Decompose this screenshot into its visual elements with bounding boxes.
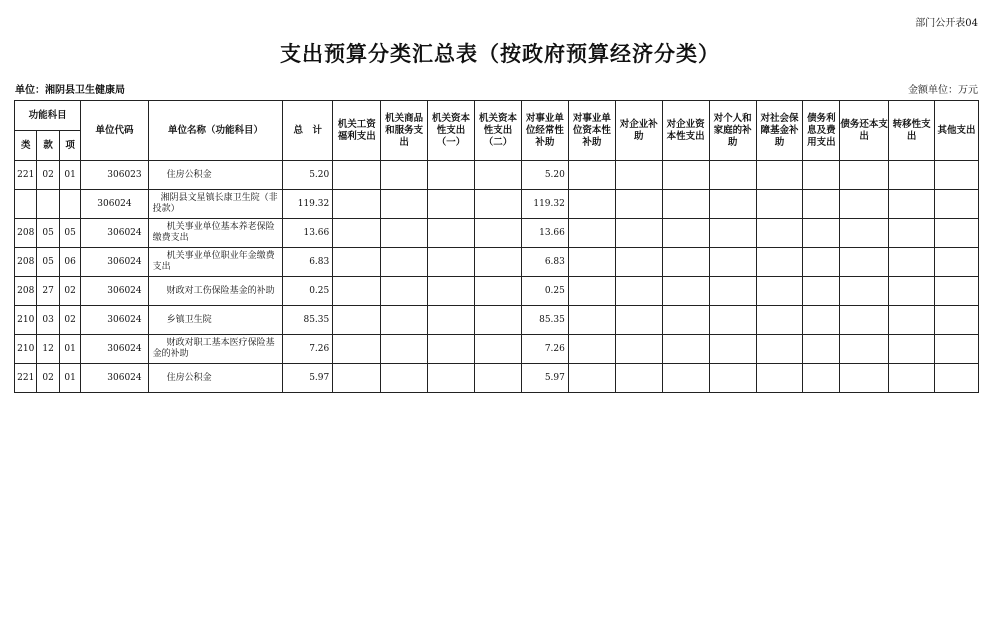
cell-xiang: 05 (59, 219, 80, 248)
cell-unit-code: 306024 (81, 190, 148, 219)
cell-xiang: 06 (59, 248, 80, 277)
header-kuan: 款 (37, 131, 59, 161)
cell-unit-code: 306023 (81, 161, 148, 190)
header-c3: 机关资本性支出（一） (428, 101, 475, 161)
table-row (15, 248, 979, 277)
cell-kuan: 02 (37, 364, 59, 393)
table-row (15, 364, 979, 393)
header-c8: 对企业资本性支出 (662, 101, 709, 161)
cell-c5: 13.66 (521, 219, 568, 248)
cell-unit-name (148, 364, 283, 393)
header-c9: 对个人和家庭的补助 (709, 101, 756, 161)
cell-c5: 119.32 (521, 190, 568, 219)
header-unit-name: 单位名称（功能科目） (148, 101, 283, 161)
cell-unit-name-text: 乡镇卫生院 (166, 314, 212, 325)
form-code: 部门公开表04 (915, 18, 978, 29)
header-c1: 机关工资福利支出 (333, 101, 381, 161)
cell-xiang: 01 (59, 335, 80, 364)
cell-unit-code: 306024 (81, 364, 148, 393)
table-row (15, 219, 979, 248)
cell-kuan: 27 (37, 277, 59, 306)
cell-total: 6.83 (283, 248, 333, 277)
page-title: 支出预算分类汇总表（按政府预算经济分类） (280, 42, 720, 66)
header-c4: 机关资本性支出（二） (475, 101, 522, 161)
unit-label: 单位：湘阴县卫生健康局 (15, 85, 125, 96)
cell-unit-name-text: 机关事业单位基本养老保险缴费支出 (152, 222, 275, 243)
cell-unit-name (148, 161, 283, 190)
cell-unit-name-text: 住房公积金 (166, 372, 212, 383)
cell-lei: 221 (15, 364, 37, 393)
cell-total: 7.26 (283, 335, 333, 364)
table-row (15, 277, 979, 306)
cell-kuan (37, 190, 59, 219)
cell-total: 5.97 (283, 364, 333, 393)
cell-unit-name (148, 306, 283, 335)
cell-unit-code: 306024 (81, 306, 148, 335)
cell-unit-code: 306024 (81, 335, 148, 364)
cell-c5: 6.83 (521, 248, 568, 277)
cell-unit-name-text: 机关事业单位职业年金缴费支出 (152, 251, 275, 272)
cell-c5: 5.20 (521, 161, 568, 190)
cell-unit-name-text: 湘阴县文星镇长康卫生院（非投款） (152, 193, 278, 214)
header-c5: 对事业单位经常性补助 (521, 101, 568, 161)
cell-unit-name (148, 335, 283, 364)
cell-xiang: 02 (59, 306, 80, 335)
table-row (15, 161, 979, 190)
cell-lei: 208 (15, 248, 37, 277)
header-c13: 转移性支出 (889, 101, 935, 161)
header-c7: 对企业补助 (615, 101, 662, 161)
cell-kuan: 12 (37, 335, 59, 364)
cell-kuan: 03 (37, 306, 59, 335)
header-lei: 类 (15, 131, 37, 161)
cell-total: 119.32 (283, 190, 333, 219)
header-c2: 机关商品和服务支出 (381, 101, 428, 161)
cell-c5: 7.26 (521, 335, 568, 364)
cell-c5: 85.35 (521, 306, 568, 335)
cell-total: 13.66 (283, 219, 333, 248)
header-xiang: 项 (59, 131, 80, 161)
cell-lei: 208 (15, 219, 37, 248)
header-c10: 对社会保障基金补助 (756, 101, 803, 161)
header-c6: 对事业单位资本性补助 (568, 101, 615, 161)
cell-xiang (59, 190, 80, 219)
amount-unit-label: 金额单位：万元 (908, 85, 978, 96)
cell-lei: 210 (15, 335, 37, 364)
cell-unit-code: 306024 (81, 248, 148, 277)
header-unit-code: 单位代码 (81, 101, 148, 161)
table-row (15, 190, 979, 219)
cell-unit-name (148, 248, 283, 277)
cell-unit-name-text: 住房公积金 (166, 169, 212, 180)
budget-table (14, 100, 979, 393)
cell-unit-name (148, 277, 283, 306)
header-c11: 债务利息及费用支出 (803, 101, 840, 161)
header-total: 总 计 (283, 101, 333, 161)
cell-unit-code: 306024 (81, 277, 148, 306)
cell-unit-name (148, 219, 283, 248)
cell-unit-name-text: 财政对职工基本医疗保险基金的补助 (152, 338, 275, 359)
cell-lei: 210 (15, 306, 37, 335)
cell-xiang: 02 (59, 277, 80, 306)
cell-c5: 0.25 (521, 277, 568, 306)
cell-xiang: 01 (59, 161, 80, 190)
cell-lei: 221 (15, 161, 37, 190)
cell-xiang: 01 (59, 364, 80, 393)
cell-total: 5.20 (283, 161, 333, 190)
table-row (15, 335, 979, 364)
cell-kuan: 05 (37, 219, 59, 248)
cell-lei (15, 190, 37, 219)
cell-unit-name (148, 190, 283, 219)
cell-total: 0.25 (283, 277, 333, 306)
cell-lei: 208 (15, 277, 37, 306)
header-c14: 其他支出 (935, 101, 979, 161)
table-row (15, 306, 979, 335)
cell-kuan: 02 (37, 161, 59, 190)
header-func-subject: 功能科目 (15, 101, 81, 131)
cell-kuan: 05 (37, 248, 59, 277)
cell-unit-name-text: 财政对工伤保险基金的补助 (166, 285, 275, 296)
cell-total: 85.35 (283, 306, 333, 335)
cell-c5: 5.97 (521, 364, 568, 393)
cell-unit-code: 306024 (81, 219, 148, 248)
header-c12: 债务还本支出 (840, 101, 889, 161)
